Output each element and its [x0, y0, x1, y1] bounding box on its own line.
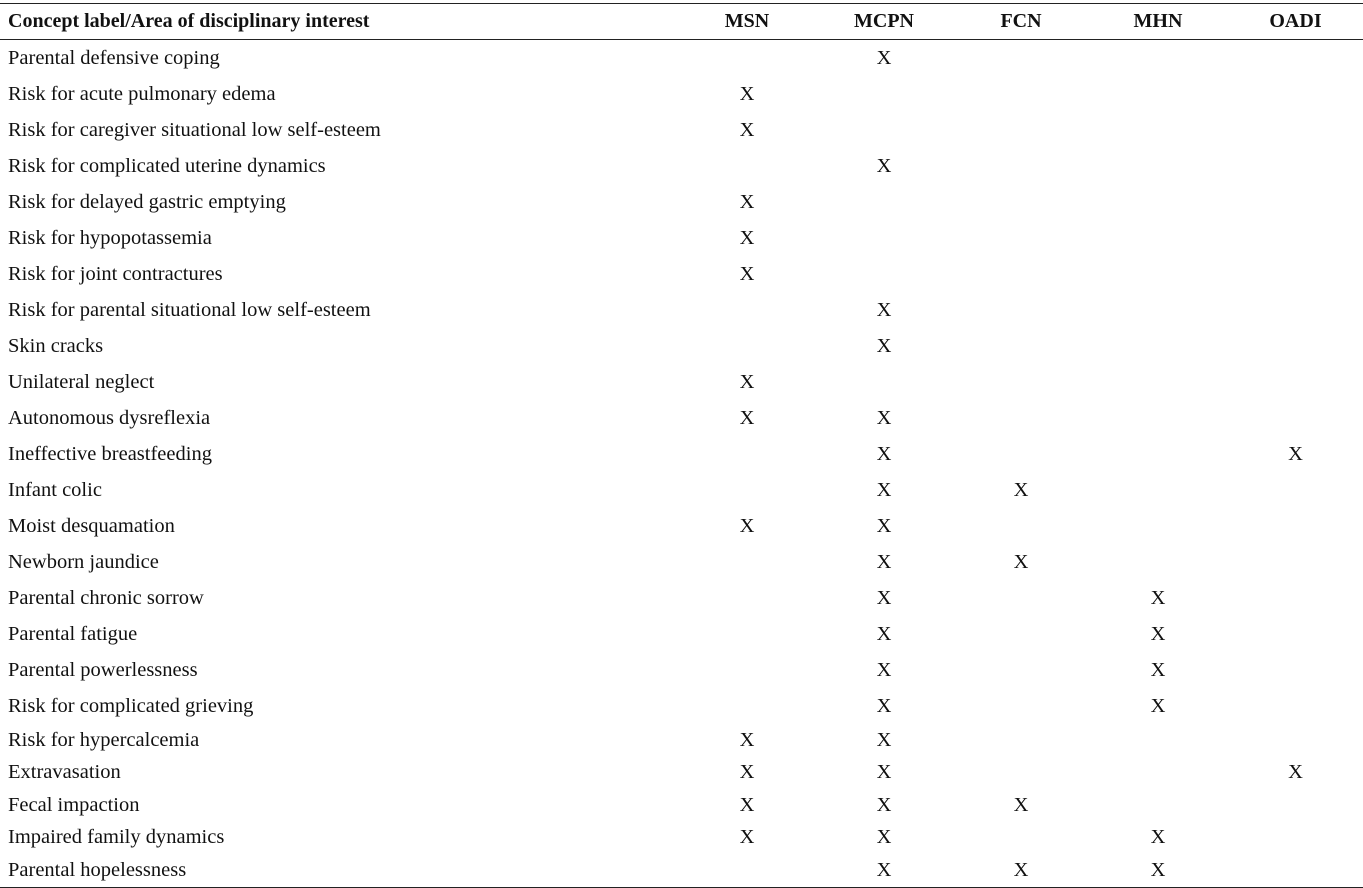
- table-row: [0, 220, 1363, 256]
- table-row: [0, 757, 1363, 790]
- table-row: [0, 40, 1363, 77]
- concept-label-cell: Skin cracks: [8, 334, 104, 357]
- concept-label-cell: Risk for delayed gastric emptying: [8, 190, 286, 213]
- mcpn-mark-cell: [814, 184, 954, 220]
- mhn-mark-cell: [1088, 757, 1228, 790]
- table-row: [0, 436, 1363, 472]
- fcn-mark-cell: [954, 757, 1088, 790]
- mcpn-mark-cell: X: [876, 514, 892, 537]
- oadi-mark-cell: [1228, 220, 1363, 256]
- concept-label-cell: Parental chronic sorrow: [8, 586, 204, 609]
- mhn-mark-cell: [1088, 184, 1228, 220]
- concept-label-cell: Newborn jaundice: [8, 550, 159, 573]
- table-row: [0, 616, 1363, 652]
- mcpn-mark-cell: X: [876, 761, 892, 784]
- mcpn-mark-cell: X: [876, 728, 892, 751]
- oadi-mark-cell: [1228, 652, 1363, 688]
- concept-label-cell: Moist desquamation: [8, 514, 175, 537]
- mhn-mark-cell: [1088, 40, 1228, 77]
- oadi-mark-cell: [1228, 184, 1363, 220]
- fcn-mark-cell: [954, 724, 1088, 757]
- table-row: [0, 854, 1363, 887]
- oadi-mark-cell: [1228, 292, 1363, 328]
- mhn-mark-cell: [1088, 436, 1228, 472]
- mhn-mark-cell: X: [1088, 854, 1228, 887]
- mcpn-mark-cell: X: [814, 854, 954, 887]
- mhn-mark-cell: [1088, 789, 1228, 822]
- concept-label-cell: Infant colic: [8, 478, 102, 501]
- mhn-mark-cell: X: [1150, 622, 1166, 645]
- mcpn-mark-cell: X: [876, 793, 892, 816]
- concept-label-cell: Risk for caregiver situational low self-esteem: [8, 118, 381, 141]
- msn-mark-cell: X: [739, 826, 755, 849]
- concept-label-cell: Risk for complicated uterine dynamics: [8, 154, 326, 177]
- msn-mark-cell: X: [739, 761, 755, 784]
- fcn-mark-cell: [954, 652, 1088, 688]
- msn-mark-cell: [680, 472, 814, 508]
- oadi-mark-cell: [1228, 400, 1363, 436]
- mcpn-mark-cell: X: [876, 586, 892, 609]
- msn-mark-cell: X: [739, 82, 755, 105]
- oadi-mark-cell: [1228, 789, 1363, 822]
- table-row: [0, 292, 1363, 328]
- oadi-mark-cell: [1228, 328, 1363, 364]
- concept-label-cell: Risk for hypercalcemia: [8, 728, 200, 751]
- msn-mark-cell: [680, 328, 814, 364]
- msn-mark-cell: X: [739, 118, 755, 141]
- mhn-mark-cell: X: [1150, 826, 1166, 849]
- mcpn-mark-cell: X: [876, 298, 892, 321]
- mcpn-mark-cell: X: [876, 658, 892, 681]
- msn-mark-cell: X: [739, 262, 755, 285]
- msn-mark-cell: X: [739, 226, 755, 249]
- fcn-mark-cell: [954, 688, 1088, 724]
- fcn-mark-cell: X: [1013, 550, 1029, 573]
- mhn-mark-cell: [1088, 256, 1228, 292]
- table-row: [0, 400, 1363, 436]
- mcpn-mark-cell: X: [876, 406, 892, 429]
- msn-mark-cell: X: [739, 406, 755, 429]
- concept-label-cell: Parental hopelessness: [0, 854, 680, 887]
- mhn-mark-cell: [1088, 292, 1228, 328]
- mhn-mark-cell: X: [1150, 586, 1166, 609]
- concept-label-cell: Extravasation: [8, 761, 121, 784]
- mcpn-mark-cell: [814, 76, 954, 112]
- fcn-mark-cell: [954, 148, 1088, 184]
- table-row: [0, 112, 1363, 148]
- concept-label-cell: Impaired family dynamics: [8, 826, 225, 849]
- fcn-mark-cell: [954, 400, 1088, 436]
- table-row: [0, 76, 1363, 112]
- msn-mark-cell: [680, 40, 814, 77]
- mcpn-mark-cell: X: [876, 694, 892, 717]
- oadi-mark-cell: [1228, 112, 1363, 148]
- fcn-mark-cell: [954, 580, 1088, 616]
- msn-mark-cell: [680, 580, 814, 616]
- oadi-mark-cell: [1228, 854, 1363, 887]
- msn-mark-cell: [680, 688, 814, 724]
- column-header-msn: MSN: [680, 4, 814, 40]
- column-header-concept-label: Concept label/Area of disciplinary interest: [0, 4, 680, 40]
- msn-mark-cell: [680, 544, 814, 580]
- oadi-mark-cell: [1228, 724, 1363, 757]
- mcpn-mark-cell: X: [876, 46, 892, 69]
- concept-label-cell: Risk for hypopotassemia: [8, 226, 212, 249]
- table-row: [0, 184, 1363, 220]
- concept-label-cell: Parental fatigue: [8, 622, 138, 645]
- fcn-mark-cell: [954, 292, 1088, 328]
- mhn-mark-cell: [1088, 400, 1228, 436]
- msn-mark-cell: X: [739, 728, 755, 751]
- mhn-mark-cell: [1088, 544, 1228, 580]
- oadi-mark-cell: [1228, 580, 1363, 616]
- oadi-mark-cell: [1228, 364, 1363, 400]
- table-row: [0, 822, 1363, 855]
- msn-mark-cell: X: [739, 514, 755, 537]
- table-row: [0, 508, 1363, 544]
- msn-mark-cell: [680, 292, 814, 328]
- column-header-fcn: FCN: [954, 4, 1088, 40]
- mcpn-mark-cell: X: [876, 334, 892, 357]
- concept-label-cell: Parental defensive coping: [8, 46, 220, 69]
- mhn-mark-cell: [1088, 328, 1228, 364]
- mcpn-mark-cell: [814, 256, 954, 292]
- mcpn-mark-cell: X: [876, 826, 892, 849]
- concept-area-table: [0, 3, 1363, 888]
- msn-mark-cell: X: [739, 370, 755, 393]
- msn-mark-cell: [680, 854, 814, 887]
- mhn-mark-cell: [1088, 724, 1228, 757]
- fcn-mark-cell: X: [954, 854, 1088, 887]
- concept-label-cell: Parental powerlessness: [8, 658, 198, 681]
- mhn-mark-cell: [1088, 364, 1228, 400]
- mhn-mark-cell: [1088, 472, 1228, 508]
- header-row: [0, 4, 1363, 40]
- msn-mark-cell: X: [739, 190, 755, 213]
- table-row: [0, 544, 1363, 580]
- fcn-mark-cell: [954, 184, 1088, 220]
- concept-label-cell: Autonomous dysreflexia: [8, 406, 211, 429]
- mhn-mark-cell: [1088, 220, 1228, 256]
- mhn-mark-cell: [1088, 508, 1228, 544]
- oadi-mark-cell: [1228, 688, 1363, 724]
- column-header-mcpn: MCPN: [814, 4, 954, 40]
- msn-mark-cell: X: [739, 793, 755, 816]
- table-row: [0, 789, 1363, 822]
- mcpn-mark-cell: X: [876, 622, 892, 645]
- msn-mark-cell: [680, 616, 814, 652]
- table-row: [0, 364, 1363, 400]
- fcn-mark-cell: [954, 40, 1088, 77]
- table-row: [0, 256, 1363, 292]
- mcpn-mark-cell: [814, 220, 954, 256]
- fcn-mark-cell: X: [1013, 478, 1029, 501]
- concept-label-cell: Fecal impaction: [8, 793, 140, 816]
- oadi-mark-cell: X: [1288, 761, 1303, 784]
- mhn-mark-cell: [1088, 148, 1228, 184]
- mhn-mark-cell: X: [1150, 694, 1166, 717]
- oadi-mark-cell: [1228, 256, 1363, 292]
- concept-label-cell: Risk for complicated grieving: [8, 694, 254, 717]
- oadi-mark-cell: [1228, 148, 1363, 184]
- oadi-mark-cell: [1228, 76, 1363, 112]
- fcn-mark-cell: [954, 256, 1088, 292]
- table-row: [0, 148, 1363, 184]
- concept-label-cell: Risk for parental situational low self-esteem: [8, 298, 371, 321]
- mhn-mark-cell: [1088, 76, 1228, 112]
- table-row: [0, 724, 1363, 757]
- fcn-mark-cell: [954, 508, 1088, 544]
- msn-mark-cell: [680, 148, 814, 184]
- mcpn-mark-cell: X: [876, 154, 892, 177]
- mcpn-mark-cell: X: [876, 478, 892, 501]
- oadi-mark-cell: [1228, 508, 1363, 544]
- oadi-mark-cell: [1228, 40, 1363, 77]
- concept-label-cell: Risk for joint contractures: [8, 262, 223, 285]
- column-header-oadi: OADI: [1228, 4, 1363, 40]
- oadi-mark-cell: [1228, 472, 1363, 508]
- fcn-mark-cell: [954, 616, 1088, 652]
- fcn-mark-cell: [954, 364, 1088, 400]
- table-row: [0, 580, 1363, 616]
- fcn-mark-cell: [954, 76, 1088, 112]
- concept-label-cell: Risk for acute pulmonary edema: [8, 82, 276, 105]
- mcpn-mark-cell: X: [876, 442, 892, 465]
- oadi-mark-cell: [1228, 822, 1363, 855]
- table-row: [0, 328, 1363, 364]
- fcn-mark-cell: X: [1013, 793, 1029, 816]
- msn-mark-cell: [680, 652, 814, 688]
- oadi-mark-cell: [1228, 616, 1363, 652]
- concept-label-cell: Unilateral neglect: [8, 370, 155, 393]
- table-row: [0, 472, 1363, 508]
- msn-mark-cell: [680, 436, 814, 472]
- column-header-mhn: MHN: [1088, 4, 1228, 40]
- mhn-mark-cell: [1088, 112, 1228, 148]
- fcn-mark-cell: [954, 112, 1088, 148]
- oadi-mark-cell: X: [1288, 442, 1303, 465]
- mcpn-mark-cell: [814, 364, 954, 400]
- table-body: [0, 40, 1363, 888]
- fcn-mark-cell: [954, 220, 1088, 256]
- mcpn-mark-cell: X: [876, 550, 892, 573]
- oadi-mark-cell: [1228, 544, 1363, 580]
- concept-label-cell: Ineffective breastfeeding: [8, 442, 212, 465]
- mcpn-mark-cell: [814, 112, 954, 148]
- mhn-mark-cell: X: [1150, 658, 1166, 681]
- fcn-mark-cell: [954, 436, 1088, 472]
- fcn-mark-cell: [954, 822, 1088, 855]
- table-row: [0, 652, 1363, 688]
- fcn-mark-cell: [954, 328, 1088, 364]
- table-header: [0, 4, 1363, 40]
- table-row: [0, 688, 1363, 724]
